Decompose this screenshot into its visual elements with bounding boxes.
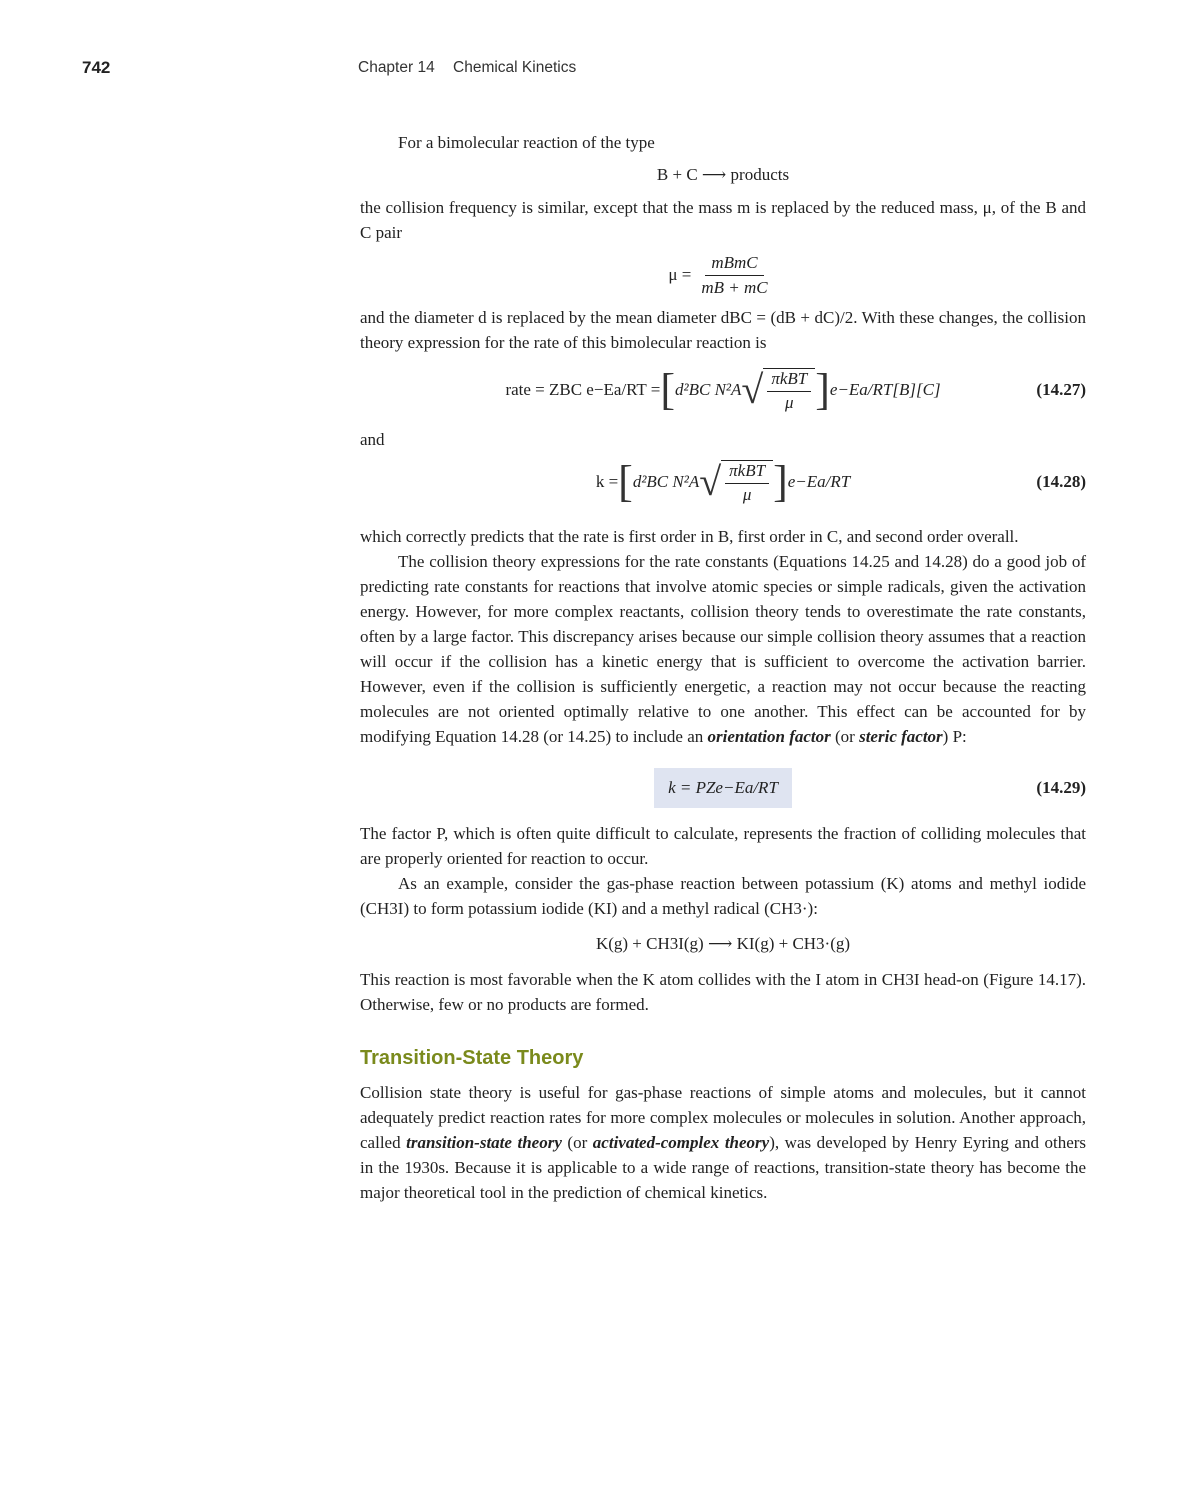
eq1428-lhs: k = [595,472,619,491]
eq1427-lhs: rate = ZBC e−Ea/RT = [505,380,661,399]
paragraph-6: The factor P, which is often quite difficult to calculate, represents the fraction of colliding molecules that are properly oriented for reaction to occur. [360,824,1086,868]
term-orientation-factor: orientation factor [707,727,831,746]
equation-14-29 [360,755,1086,821]
term-activated-complex-theory: activated-complex theory [592,1133,770,1152]
page-header [0,58,1200,82]
radicand [763,368,815,413]
eq1427-rhs: e−Ea/RT[B][C] [829,380,941,399]
page-body [360,130,1086,1205]
equation-text: B + C ⟶ products [656,165,790,184]
radicand-numerator: πkBT [767,369,811,392]
radical-sign: √ [741,367,764,412]
radicand [721,460,773,505]
equation-text: K(g) + CH3I(g) ⟶ KI(g) + CH3·(g) [595,934,851,953]
eq1428-inner: d²BC N²A [632,472,700,491]
paragraph-1: For a bimolecular reaction of the type [398,133,655,152]
running-head [358,59,576,77]
p5-mid: (or [835,727,855,746]
section-heading: Transition-State Theory [360,1047,584,1069]
mu-fraction [695,253,773,298]
left-bracket: [ [618,457,633,506]
paragraph-2: the collision frequency is similar, except that the mass m is replaced by the reduced mass, μ, of the B and C pair [360,198,1086,242]
paragraph-5 [360,549,1086,749]
p9-c: ), was developed by Henry Eyring and others in the 1930s. Because it is applicable to a wide range of reactions, transition-state theory has become the major theoretical tool in the prediction of chemical kinetics. [360,1133,1087,1202]
equation-bc-products [360,155,1086,195]
equation-14-28 [360,452,1086,512]
mu-denominator: mB + mC [701,277,768,297]
p5-text: The collision theory expressions for the rate constants (Equations 14.25 and 14.28) do a good job of predicting rate constants for reactions that involve atomic species or simple radicals, given the activation energy. However, for more complex reactants, collision theory tends to overestimate the rate constants, often by a large factor. This discrepancy arises because our simple collision theory assumes that a reaction will occur if the collision has a kinetic energy that is sufficient to overcome the activation barrier. However, even if the collision is sufficiently energetic, a reaction may not occur because the reacting molecules are not oriented optimally relative to one another. This effect can be accounted for by modifying Equation 14.28 (or 14.25) to include an [360,552,1086,746]
radical-sign: √ [699,459,722,504]
equation-k-ch3i [360,921,1086,967]
right-bracket: ] [815,365,830,414]
term-transition-state-theory: transition-state theory [406,1133,562,1152]
p5-end: ) P: [942,727,967,746]
and-label: and [360,430,385,449]
equation-reduced-mass [360,245,1086,305]
mu-lhs: μ = [668,265,692,284]
p9-b: (or [567,1133,588,1152]
sqrt-term [741,368,815,413]
radicand-numerator: πkBT [725,461,769,484]
equation-14-27 [360,355,1086,425]
right-bracket: ] [773,457,788,506]
p9-a: Collision state theory is useful for gas-phase reactions of simple atoms and molecules, but it cannot adequately predict reaction rates for more complex molecules or molecules in solution. Another approach, called [360,1083,1086,1152]
paragraph-8: This reaction is most favorable when the K atom collides with the I atom in CH3I head-on (Figure 14.17). Otherwise, few or no products are formed. [360,970,1086,1014]
eq1428-rhs: e−Ea/RT [787,472,851,491]
highlighted-equation: k = PZe−Ea/RT [654,768,792,808]
paragraph-9 [360,1080,1086,1205]
sqrt-term [699,460,773,505]
radicand-denominator: μ [785,392,794,412]
radicand-denominator: μ [742,484,752,504]
left-bracket: [ [660,365,675,414]
chapter-label: Chapter 14 [358,59,435,76]
equation-number-14-29: (14.29) [1036,778,1086,797]
chapter-title: Chemical Kinetics [453,59,577,76]
eq1427-inner: d²BC N²A [675,380,742,399]
equation-number-14-27: (14.27) [1036,380,1086,399]
paragraph-3: and the diameter d is replaced by the mean diameter dBC = (dB + dC)/2. With these changes, the collision theory expression for the rate of this bimolecular reaction is [360,308,1086,352]
paragraph-4: which correctly predicts that the rate is first order in B, first order in C, and second order overall. [360,527,1019,546]
term-steric-factor: steric factor [859,727,943,746]
page-number: 742 [82,58,111,77]
mu-numerator: mBmC [705,253,763,276]
paragraph-7: As an example, consider the gas-phase reaction between potassium (K) atoms and methyl iodide (CH3I) to form potassium iodide (KI) and a methyl radical (CH3·): [360,874,1086,918]
equation-number-14-28: (14.28) [1036,472,1086,491]
